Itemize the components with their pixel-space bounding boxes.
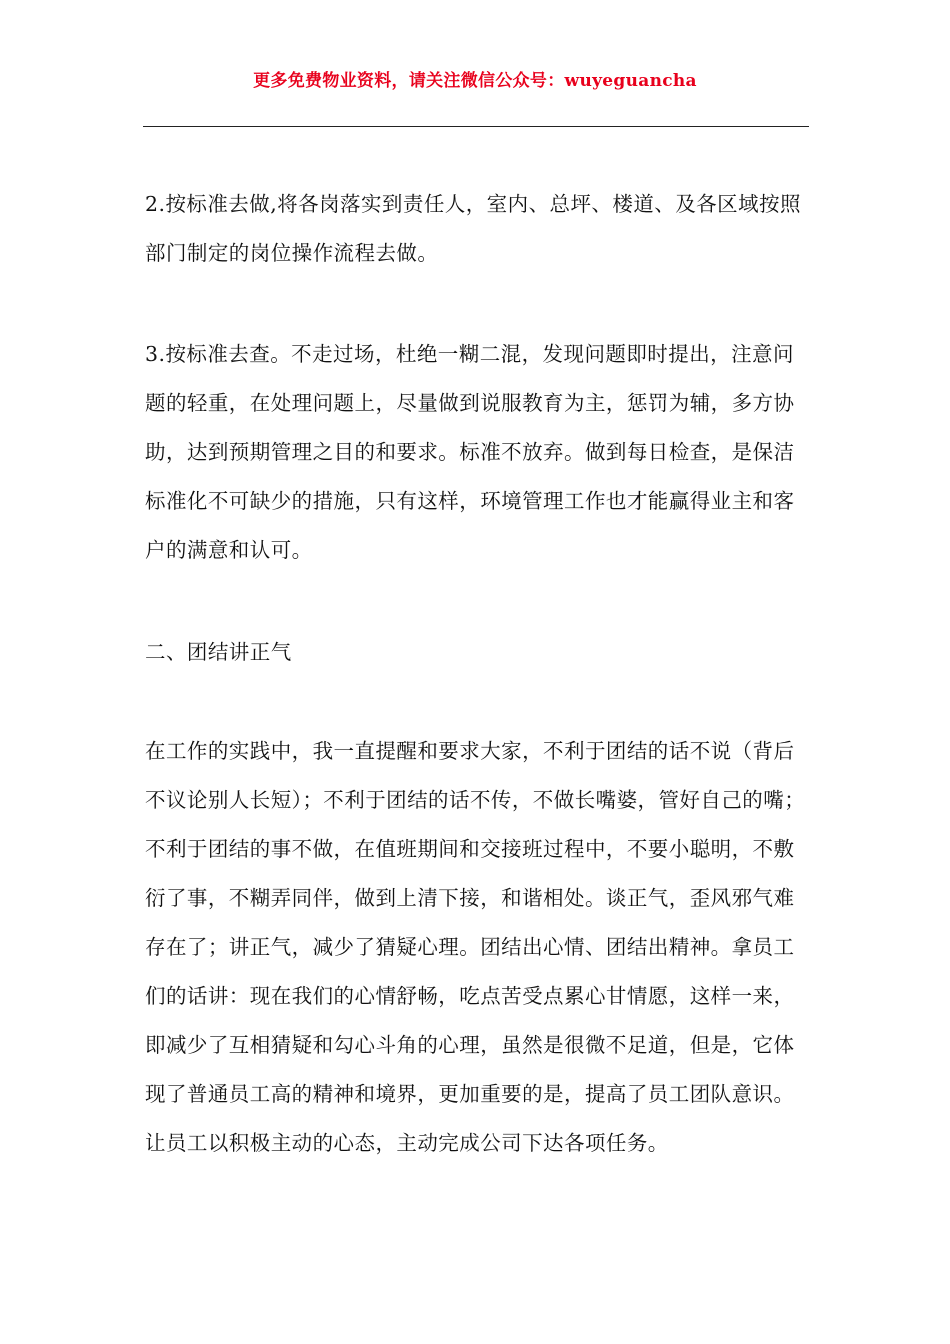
section-heading-unity: 二、团结讲正气 — [145, 640, 292, 664]
header-notice: 更多免费物业资料，请关注微信公众号：wuyeguancha — [253, 71, 697, 91]
paragraph-standard-checking: 3.按标准去查。不走过场，杜绝一糊二混，发现问题即时提出，注意问题的轻重，在处理问题上，尽量做到说服教育为主，惩罚为辅，多方协助，达到预期管理之目的和要求。标准不放弃。做到每日检查，是保洁标准化不可缺少的措施，只有这样，环境管理工作也才能赢得业主和客户的满意和认可。 — [145, 342, 795, 562]
paragraph-standard-doing: 2.按标准去做,将各岗落实到责任人，室内、总坪、楼道、及各区域按照部门制定的岗位操作流程去做。 — [145, 192, 801, 265]
header-divider — [143, 126, 809, 127]
paragraph-unity-practice: 在工作的实践中，我一直提醒和要求大家，不利于团结的话不说（背后不议论别人长短）；不利于团结的话不传，不做长嘴婆，管好自己的嘴；不利于团结的事不做，在值班期间和交接班过程中，不要小聪明，不敷衍了事，不糊弄同伴，做到上清下接，和谐相处。谈正气，歪风邪气难存在了；讲正气，减少了猜疑心理。团结出心情、团结出精神。拿员工们的话讲：现在我们的心情舒畅，吃点苦受点累心甘情愿，这样一来，即减少了互相猜疑和勾心斗角的心理，虽然是很微不足道，但是，它体现了普通员工高的精神和境界，更加重要的是，提高了员工团队意识。让员工以积极主动的心态，主动完成公司下达各项任务。 — [145, 739, 806, 1155]
